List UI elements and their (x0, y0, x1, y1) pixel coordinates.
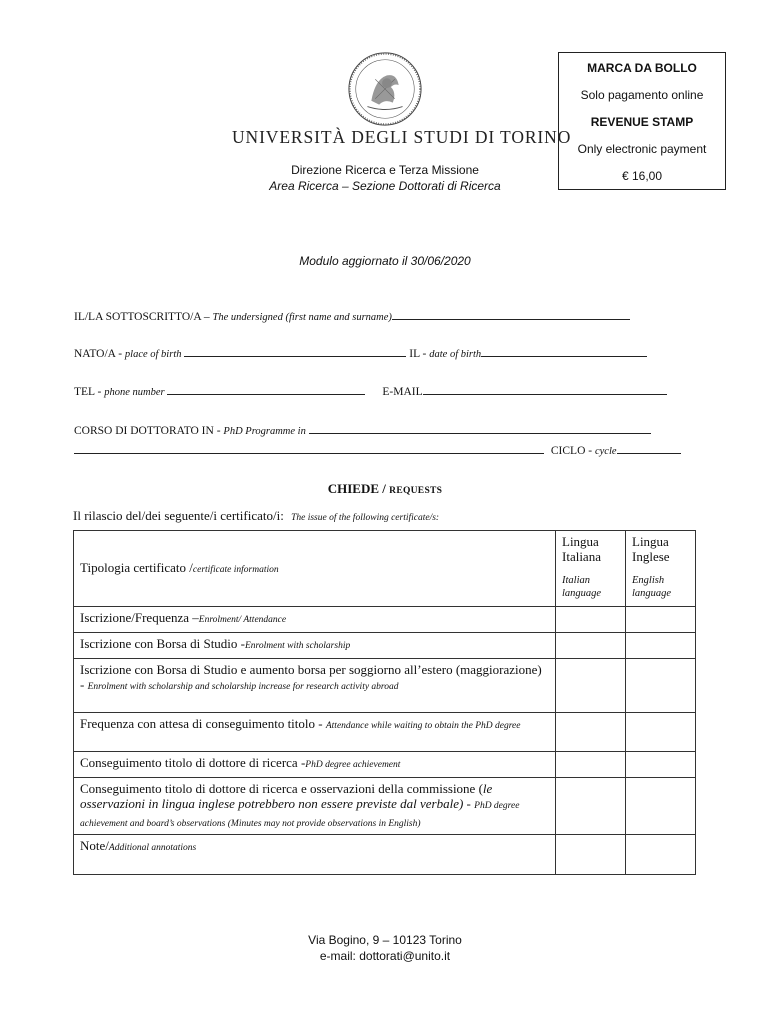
table-row (74, 713, 696, 752)
table-row (74, 659, 696, 713)
italian-header-line1: Lingua (562, 534, 599, 549)
birthplace-input-line[interactable] (184, 346, 406, 357)
row-notes-label (74, 835, 556, 875)
row-degree-label (74, 752, 556, 778)
checkbox-cell-english[interactable] (626, 835, 696, 875)
row-label-it: Iscrizione con Borsa di Studio e aumento borsa per soggiorno all’estero (maggiorazione) - (80, 662, 542, 692)
row-label-en: PhD degree achievement (305, 760, 401, 770)
issue-line (73, 508, 439, 524)
row-label-en: PhD degree achievement and board’s observations (Minutes may not provide observations in English) (80, 801, 520, 829)
type-header-label-en: certificate information (192, 565, 279, 575)
birthdate-input-line[interactable] (481, 346, 647, 357)
department-area: Area Ricerca – Sezione Dottorati di Ricerca (269, 179, 501, 193)
phd-field[interactable] (74, 423, 694, 437)
phd-input-line[interactable] (309, 423, 651, 434)
english-header-line2: Inglese (632, 549, 670, 564)
university-name: UNIVERSITÀ DEGLI STUDI DI TORINO (232, 127, 572, 147)
stamp-title-en: REVENUE STAMP (590, 115, 694, 129)
birthplace-label: NATO/A - (74, 348, 123, 360)
italian-header-sub2: language (562, 588, 602, 599)
checkbox-cell-italian[interactable] (556, 713, 626, 752)
phone-label-en: phone number (104, 387, 165, 398)
undersigned-label: IL/LA SOTTOSCRITTO/A – (74, 311, 210, 323)
checkbox-cell-italian[interactable] (556, 659, 626, 713)
italian-header-sub1: Italian (562, 575, 590, 586)
email-label: E-MAIL (382, 386, 423, 398)
birth-field[interactable] (74, 346, 694, 360)
department-block (232, 162, 538, 194)
checkbox-cell-english[interactable] (626, 607, 696, 633)
department-name: Direzione Ricerca e Terza Missione (291, 163, 479, 177)
stamp-amount: € 16,00 (621, 169, 663, 183)
checkbox-cell-english[interactable] (626, 778, 696, 835)
stamp-note-it: Solo pagamento online (580, 88, 704, 102)
row-scholarship-label (74, 633, 556, 659)
row-scholarship-abroad-label (74, 659, 556, 713)
type-header-cell (74, 531, 556, 607)
university-seal-logo (346, 50, 424, 128)
row-attendance-waiting-label (74, 713, 556, 752)
requests-heading (0, 481, 770, 497)
footer (0, 932, 770, 964)
row-label-it: Frequenza con attesa di conseguimento titolo - (80, 716, 323, 731)
row-label-it: Conseguimento titolo di dottore di ricerca - (80, 755, 306, 770)
row-label-it: Note/ (80, 838, 109, 853)
phd-input-line-2[interactable] (74, 443, 544, 454)
phd-label: CORSO DI DOTTORATO IN - (74, 425, 221, 437)
checkbox-cell-english[interactable] (626, 659, 696, 713)
cycle-label: CICLO - (550, 445, 593, 457)
row-label-en: Enrolment with scholarship and scholarship increase for research activity abroad (87, 682, 399, 692)
issue-label: Il rilascio del/dei seguente/i certificato/i: (73, 508, 284, 523)
row-label-en: Attendance while waiting to obtain the PhD degree (325, 721, 521, 731)
italian-header-line2: Italiana (562, 549, 601, 564)
italian-header-cell (556, 531, 626, 607)
requests-heading-it: CHIEDE / (327, 481, 386, 496)
phone-input-line[interactable] (167, 384, 365, 395)
checkbox-cell-italian[interactable] (556, 778, 626, 835)
checkbox-cell-english[interactable] (626, 752, 696, 778)
revenue-stamp-box (558, 52, 726, 190)
undersigned-field[interactable] (74, 309, 694, 323)
birthdate-label-en: date of birth (429, 349, 482, 360)
email-input-line[interactable] (423, 384, 667, 395)
table-row (74, 752, 696, 778)
checkbox-cell-english[interactable] (626, 713, 696, 752)
cycle-label-en: cycle (594, 446, 617, 457)
row-label-en: Additional annotations (108, 843, 197, 853)
row-label-en: Enrolment with scholarship (245, 641, 351, 651)
certificate-table (73, 530, 696, 875)
row-label-it: Conseguimento titolo di dottore di ricerca e osservazioni della commissione ( (80, 781, 483, 796)
undersigned-input-line[interactable] (392, 309, 630, 320)
english-header-sub1: English (632, 575, 665, 586)
phd-label-en: PhD Programme in (223, 426, 306, 437)
requests-heading-en: REQUESTS (389, 486, 443, 496)
table-row (74, 607, 696, 633)
checkbox-cell-italian[interactable] (556, 633, 626, 659)
row-degree-observations-label (74, 778, 556, 835)
cycle-input-line[interactable] (617, 443, 681, 454)
table-row (74, 835, 696, 875)
undersigned-label-en: The undersigned (first name and surname) (212, 312, 392, 323)
checkbox-cell-italian[interactable] (556, 835, 626, 875)
birthplace-label-en: place of birth (124, 349, 182, 360)
phone-label: TEL - (74, 386, 102, 398)
checkbox-cell-italian[interactable] (556, 607, 626, 633)
english-header-cell (626, 531, 696, 607)
birthdate-label: IL - (409, 348, 427, 360)
row-label-it-italic: le osservazioni in lingua inglese potrebbero non essere previste dal verbale) - (80, 781, 493, 811)
row-label-it: Iscrizione con Borsa di Studio - (80, 636, 245, 651)
english-header-line1: Lingua (632, 534, 669, 549)
form-update-date: Modulo aggiornato il 30/06/2020 (299, 254, 471, 268)
contact-field[interactable] (74, 384, 694, 398)
checkbox-cell-english[interactable] (626, 633, 696, 659)
row-label-it: Iscrizione/Frequenza – (80, 610, 199, 625)
stamp-note-en: Only electronic payment (577, 142, 707, 156)
issue-label-en: The issue of the following certificate/s: (291, 513, 440, 523)
stamp-title-it: MARCA DA BOLLO (587, 61, 697, 75)
english-header-sub2: language (632, 588, 672, 599)
table-header-row (74, 531, 696, 607)
row-enrolment-label (74, 607, 556, 633)
row-label-en: Enrolment/ Attendance (198, 615, 287, 625)
cycle-field[interactable] (74, 443, 694, 457)
table-row (74, 633, 696, 659)
footer-address: Via Bogino, 9 – 10123 Torino (308, 933, 462, 947)
type-header-label: Tipologia certificato / (80, 560, 193, 575)
table-row (74, 778, 696, 835)
footer-email: e-mail: dottorati@unito.it (319, 949, 451, 963)
checkbox-cell-italian[interactable] (556, 752, 626, 778)
